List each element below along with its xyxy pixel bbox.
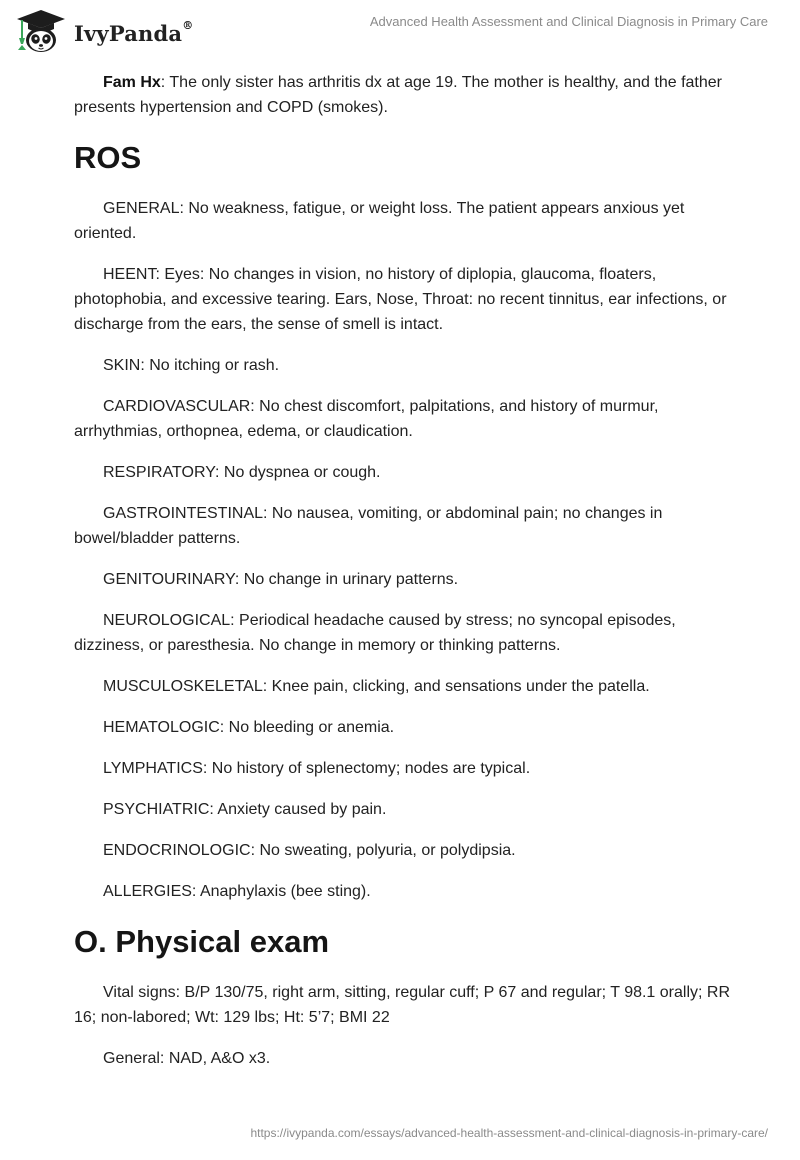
ros-heent: HEENT: Eyes: No changes in vision, no history of diplopia, glaucoma, floaters, photophobia, and excessive tearing. Ears, Nose, Throat: no recent tinnitus, ear infections, or discharge from the ears, the sense of smell is intact. (74, 266, 727, 333)
ros-allergies: ALLERGIES: Anaphylaxis (bee sting). (103, 883, 371, 900)
ros-gastrointestinal: GASTROINTESTINAL: No nausea, vomiting, or abdominal pain; no changes in bowel/bladder patterns. (74, 505, 663, 547)
brand-logo[interactable] (14, 8, 193, 54)
ros-musculoskeletal: MUSCULOSKELETAL: Knee pain, clicking, and sensations under the patella. (103, 678, 650, 695)
physical-exam-heading: O. Physical exam (74, 924, 330, 959)
fam-hx-text: : The only sister has arthritis dx at age 19. The mother is healthy, and the father presents hypertension and COPD (smokes). (74, 74, 722, 116)
essay-content (74, 70, 734, 1087)
source-url[interactable]: https://ivypanda.com/essays/advanced-health-assessment-and-clinical-diagnosis-in-primary-care/ (250, 1126, 768, 1140)
page-header (0, 0, 800, 60)
ros-respiratory: RESPIRATORY: No dyspnea or cough. (103, 464, 381, 481)
ros-neurological: NEUROLOGICAL: Periodical headache caused by stress; no syncopal episodes, dizziness, or paresthesia. No change in memory or thinking patterns. (74, 612, 676, 654)
ros-endocrinologic: ENDOCRINOLOGIC: No sweating, polyuria, or polydipsia. (103, 842, 516, 859)
ros-general: GENERAL: No weakness, fatigue, or weight loss. The patient appears anxious yet oriented. (74, 200, 685, 242)
document-title: Advanced Health Assessment and Clinical Diagnosis in Primary Care (369, 14, 768, 29)
ros-lymphatics: LYMPHATICS: No history of splenectomy; nodes are typical. (103, 760, 531, 777)
exam-general: General: NAD, A&O x3. (103, 1050, 271, 1067)
ros-cardiovascular: CARDIOVASCULAR: No chest discomfort, palpitations, and history of murmur, arrhythmias, orthopnea, edema, or claudication. (74, 398, 659, 440)
brand-name: IvyPanda® (74, 18, 194, 46)
ros-psychiatric: PSYCHIATRIC: Anxiety caused by pain. (103, 801, 387, 818)
ros-heading: ROS (74, 140, 142, 175)
fam-hx-paragraph (74, 70, 734, 120)
ros-genitourinary: GENITOURINARY: No change in urinary patterns. (103, 571, 459, 588)
exam-vital-signs: Vital signs: B/P 130/75, right arm, sitting, regular cuff; P 67 and regular; T 98.1 orally; RR 16; non-labored; Wt: 129 lbs; Ht: 5’7; BMI 22 (74, 984, 731, 1026)
fam-hx-label: Fam Hx (103, 74, 161, 91)
ros-hematologic: HEMATOLOGIC: No bleeding or anemia. (103, 719, 395, 736)
panda-logo-icon (14, 8, 68, 54)
ros-skin: SKIN: No itching or rash. (103, 357, 280, 374)
